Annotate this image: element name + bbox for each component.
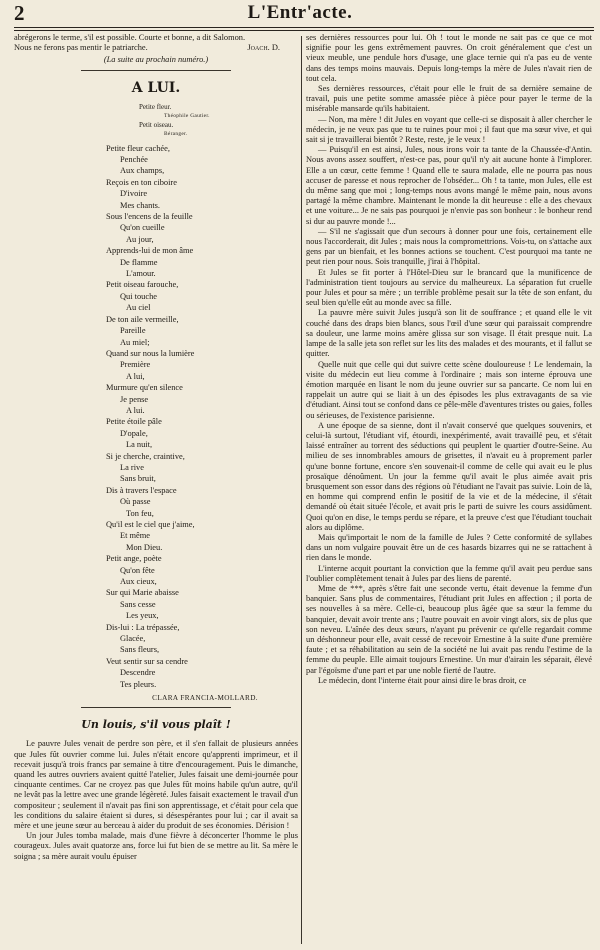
poem-verse-line: Qu'on fête <box>120 565 155 575</box>
poem-verse-line: A lui. <box>126 405 145 415</box>
story-paragraph: La pauvre mère suivit Jules jusqu'à son lit de souffrance ; et quand elle le vit couché dans des draps bien blancs, sous l'œil d'une sœur qui paraissait comprendre sa douleur, une larme moins amère glissa sur son visage. Il était presque nuit. La lampe de la salle jeta son reflet sur les lits des malades et des mourants, et il fallut se quitter. <box>306 308 592 359</box>
right-column <box>306 33 592 686</box>
story-paragraph: ses dernières ressources pour lui. Oh ! tout le monde ne sait pas ce que ce mot signifie pour les gens extrêmement pauvres. On croit généralement que c'est un vieux meuble, une pendule hors d'usage, une glace ternie qui n'a pas eu de vente dans des temps moins mauvais. Depuis long-temps la mère de Jules n'avait rien de tout cela. <box>306 33 592 83</box>
journal-title: L'Entr'acte. <box>247 2 353 23</box>
separator-rule <box>81 70 231 71</box>
story-paragraph: Le médecin, dont l'interne était pour ainsi dire le bras droit, ce <box>318 675 527 685</box>
poem-verse-line: Je pense <box>120 394 149 404</box>
poem-verse-line: Où passe <box>120 497 151 507</box>
poem-verse-line: Descendre <box>120 668 156 678</box>
poem-verse-line: Petit ange, poète <box>106 554 162 564</box>
poem-verse-line: Petite étoile pâle <box>106 417 162 427</box>
intro-line: abrégerons le terme, s'il est possible. Courte et bonne, a dit Salomon. <box>14 33 246 42</box>
poem-verse-line: Qui touche <box>120 291 157 301</box>
poem-verse-line: Quand sur nous la lumière <box>106 348 195 358</box>
poem-verse-line: Ton feu, <box>126 508 154 518</box>
story-paragraph: Ses dernières ressources, c'était pour elle le fruit de sa dernière semaine de travail, puis une petite somme amassée pièce à pièce pour payer le terme de la misérable mansarde qu'ils habitaient. <box>306 84 592 114</box>
poem-verse-line: Les yeux, <box>126 611 159 621</box>
left-column <box>14 33 298 862</box>
poem-verse-line: Première <box>120 360 151 370</box>
poem-verse-line: Petite fleur cachée, <box>106 143 170 153</box>
poem-verses <box>14 143 298 691</box>
poem-verse-line: De ton aile vermeille, <box>106 314 179 324</box>
page-header <box>0 0 600 24</box>
poem-verse-line: D'opale, <box>120 428 148 438</box>
poem-verse-line: Au miel; <box>120 337 150 347</box>
epigraph-author: Béranger. <box>164 130 188 137</box>
poem-title: A LUI. <box>131 79 181 96</box>
poem-verse-line: Sur qui Marie abaisse <box>106 588 179 598</box>
story-paragraph: Et Jules se fit porter à l'Hôtel-Dieu sur le brancard que la munificence de l'administration tient toujours au service du malheureux. La séparation fut cruelle pour Jules et pour sa mère ; un terrible problème pesait sur la tête de son enfant, du seul bien qu'elle eût au monde avec sa fille. <box>306 267 592 308</box>
poem-verse-line: Tes pleurs. <box>120 679 157 689</box>
poem-author: CLARA FRANCIA-MOLLARD. <box>152 694 258 703</box>
poem-verse-line: Apprends-lui de mon âme <box>106 246 194 256</box>
epigraph-text: Petit oiseau. <box>139 120 174 129</box>
intro-signature-line <box>14 43 298 53</box>
story-paragraph: L'interne acquit pourtant la conviction que la femme qu'il avait peu perdue sans l'oublier complètement tenait à Jules par des liens de parenté. <box>306 563 592 583</box>
story-paragraph: Mme de ***, après s'être fait une seconde vertu, était devenue la femme d'un banquier. Sans plus de commentaires, l'étudiant prit Jules en affection ; il porta de ses nouvelles à sa mère. Celle-ci, beaucoup plus âgée que sa sœur la femme du banquier, devait avoir trente ans ; l'autre pouvait en avoir vingt alors, six de plus que son neveu. L'aînée des deux sœurs, n'ayant pu prévenir ce qu'elle regardait comme un déshonneur pour elle, avait cessé de recevoir Ernestine à la suite d'une première faute ; et sa réhabilitation au sein de la société ne lui avait pas rendu l'estime de la femme du peuple. Elle aimait toujours Ernestine. Un mur d'airain les séparait, élevé par l'égoïsme d'une part et par une noble fierté de l'autre. <box>306 583 592 675</box>
poem-verse-line: Mes chants. <box>120 200 161 210</box>
poem-verse-line: Qu'on cueille <box>120 223 165 233</box>
poem-verse-line: Aux cieux, <box>120 577 157 587</box>
poem-verse-line: Au jour, <box>126 234 154 244</box>
intro-line: Nous ne ferons pas mentir le patriarche. <box>14 43 148 53</box>
signature: Joach. D. <box>247 43 280 53</box>
poem-verse-line: Glacée, <box>120 634 146 644</box>
story-paragraph: — Non, ma mère ! dit Jules en voyant que celle-ci se disposait à aller chercher le médecin, je ne veux pas que tu te ruines pour moi ; il faut que ma sœur vive, et qui sait si je travaillerai bientôt ? Reste, reste, je le veux ! <box>306 114 592 145</box>
poem-verse-line: La rive <box>120 462 144 472</box>
continued-notice: (La suite au prochain numéro.) <box>103 55 209 65</box>
poem-verse-line: La nuit, <box>126 440 153 450</box>
story-title: Un louis, s'il vous plaît ! <box>81 718 231 732</box>
poem-verse-line: Penchée <box>120 155 148 165</box>
poem-verse-line: Dis-lui : La trépassée, <box>106 622 180 632</box>
poem-verse-line: Murmure qu'en silence <box>106 383 183 393</box>
epigraph <box>14 103 298 139</box>
story-paragraph: Mais qu'importait le nom de la famille de Jules ? Cette conformité de syllabes dans un nom vulgaire pouvait être un de ces hasards bizarres qui ne se rattachent à rien dans le monde. <box>306 532 592 563</box>
epigraph-text: Petite fleur. <box>139 102 172 111</box>
poem-verse-line: Sans bruit, <box>120 474 156 484</box>
poem-verse-line: D'ivoire <box>120 189 148 199</box>
poem-verse-line: Mon Dieu. <box>126 542 163 552</box>
poem-verse-line: Sous l'encens de la feuille <box>106 212 193 222</box>
column-divider <box>301 36 302 944</box>
poem-verse-line: L'amour. <box>126 269 156 279</box>
poem-verse-line: Aux champs, <box>120 166 165 176</box>
poem-verse-line: Veut sentir sur sa cendre <box>106 656 188 666</box>
poem-verse-line: Sans fleurs, <box>120 645 160 655</box>
header-rule-thin <box>14 30 594 31</box>
poem-verse-line: Dis à travers l'espace <box>106 485 177 495</box>
story-paragraph: Le pauvre Jules venait de perdre son père, et il s'en fallait de plusieurs années que Jules fût ouvrier comme lui. Jules n'était encore qu'apprenti imprimeur, et il recevait jusqu'à trois francs par semaine à titre d'encouragement. Puis le dimanche, quand les autres ouvriers avaient quitté l'atelier, Jules faisait une demi-journée pour cinquante centimes. Car ne croyez pas que Jules fût moins habile qu'un autre, qu'il ne levât pas la lettre avec une grande légèreté. Jules faisait exactement le travail d'un compositeur ; seulement il n'avait pas fini son apprentissage, et c'était pour cela que les conditions du salaire étaient si dures, si désespérantes pour lui ; car il avait sa mère et une jeune sœur au berceau à aider du produit de ses économies. Dérision ! <box>14 739 298 830</box>
poem-verse-line: A lui, <box>126 371 145 381</box>
story-paragraph: — Puisqu'il en est ainsi, Jules, nous irons voir ta tante de la Chaussée-d'Antin. Nous avons assez souffert, n'est-ce pas, pour qu'il n'y ait aucune honte à l'implorer. Elle a un cœur, cette femme ! Quand elle te saura malade, elle ne pourra pas nous accuser de paresse et nous reprocher de l'obséder... Oh ! ta tante, mon Jules, elle est du même sang que moi ; long-temps nous avons mangé le même pain, nous avons partagé la même chambre. Maintenant le monde la dit heureuse : elle a des chevaux et une voiture... Je ne sais pas pourquoi je n'envie pas son bonheur : le bonheur rend si dur au pauvre monde !... <box>306 145 592 226</box>
epigraph-author: Théophile Gautier. <box>164 112 210 119</box>
story-paragraph: Un jour Jules tomba malade, mais d'une fièvre à déconcerter l'homme le plus courageux. Jules avait quatorze ans, force lui fut bien de se mettre au lit. Sa mère le soigna ; sa mère aurait voulu épuiser <box>14 831 298 861</box>
page-number: 2 <box>14 1 25 25</box>
story-paragraph: — S'il ne s'agissait que d'un secours à donner pour une fois, certainement elle nous l'accorderait, dit Jules ; mais nous la compromettrions. Vois-tu, on s'attache aux gens par un bienfait, et les bonnes actions se touchent. C'est pourquoi ma tante ne peut rien pour nous. Sois tranquille, j'irai à l'hôpital. <box>306 226 592 267</box>
poem-verse-line: Sans cesse <box>120 599 156 609</box>
poem-verse-line: Qu'il est le ciel que j'aime, <box>106 520 195 530</box>
poem-verse-line: Et même <box>120 531 150 541</box>
separator-rule <box>81 707 231 708</box>
poem-verse-line: Pareille <box>120 326 146 336</box>
poem-verse-line: Reçois en ton ciboire <box>106 177 177 187</box>
story-paragraph: A une époque de sa sienne, dont il n'avait conservé que quelques souvenirs, et celui-là surtout, l'étudiant vif, étourdi, inexpérimenté, avait travaillé peu, et s'était laissé entraîner au torrent des séductions qui peuplent le quartier d'outre-Seine. Au milieu de ses innombrables amours de grisettes, il n'avait eu à proprement parler qu'une bonne fortune, encore s'en souvenait-il comme de celle qui avait eu le plus prosaïque dénoûment. Un jour la femme qu'il avait le plus aimée avait pris brusquement son essor dans des régions où l'étudiant ne l'avait pas suivie. Loin de là, en homme qui comprend enfin le positif de la vie et de la médecine, il s'était demandé où était située l'école, et avait pris le parti de suivre les cours assidûment. Quoi qu'on en dise, le temps perdu se répare, et la preuve c'est que l'étudiant touchait alors au diplôme. <box>306 420 592 532</box>
story-paragraph: Quelle nuit que celle qui dut suivre cette scène douloureuse ! Le lendemain, la visite du médecin eut lieu comme à l'ordinaire ; mais son interne éprouva une émotion marquée en lisant le nom du jeune ouvrier sur sa pancarte. Ce nom lui en rappelait un autre qui se liait à un des épisodes les plus extravagants de sa vie d'étudiant. Ainsi tout se confond dans ce pêle-mêle d'aventures tristes ou gaies, folles ou sérieuses, de l'existence parisienne. <box>306 359 592 420</box>
header-rule <box>14 27 594 28</box>
poem-verse-line: Petit oiseau farouche, <box>106 280 179 290</box>
poem-verse-line: Au ciel <box>126 303 151 313</box>
poem-verse-line: Si je cherche, craintive, <box>106 451 185 461</box>
poem-verse-line: De flamme <box>120 257 158 267</box>
